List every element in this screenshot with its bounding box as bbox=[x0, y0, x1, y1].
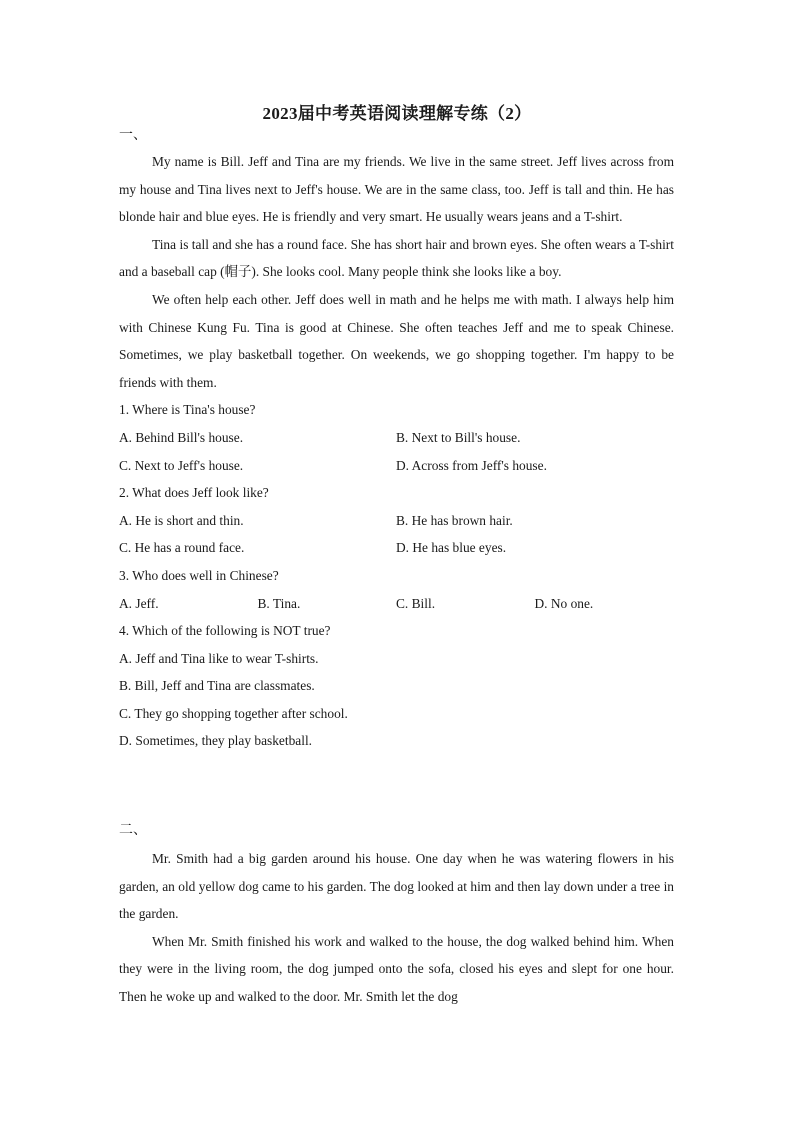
section-2-content bbox=[119, 845, 674, 1011]
question-3-option-a: A. Jeff. bbox=[119, 595, 159, 611]
question-4-option-d: D. Sometimes, they play basketball. bbox=[119, 733, 313, 749]
question-4: 4. Which of the following is NOT true? bbox=[119, 623, 331, 639]
question-3-options-row bbox=[119, 590, 674, 618]
question-3-option-d: D. No one. bbox=[534, 595, 594, 611]
question-2: 2. What does Jeff look like? bbox=[119, 485, 269, 501]
question-2-option-d: D. He has blue eyes. bbox=[396, 540, 507, 556]
question-4-option-c: C. They go shopping together after school. bbox=[119, 705, 348, 721]
question-1-option-a: A. Behind Bill's house. bbox=[119, 429, 244, 445]
section-1-label: 一、 bbox=[119, 128, 147, 143]
question-3: 3. Who does well in Chinese? bbox=[119, 567, 279, 583]
question-1-options-row-2 bbox=[119, 452, 674, 480]
question-1-option-b: B. Next to Bill's house. bbox=[396, 429, 521, 445]
passage-1-paragraph-2: Tina is tall and she has a round face. She has short hair and brown eyes. She often wears a T-shirt and a baseball cap (帽子). She looks cool. Many people think she looks like a boy. bbox=[119, 236, 674, 280]
section-1-content bbox=[119, 148, 674, 755]
question-2-option-a: A. He is short and thin. bbox=[119, 512, 244, 528]
question-1-option-c: C. Next to Jeff's house. bbox=[119, 457, 244, 473]
question-1-option-d: D. Across from Jeff's house. bbox=[396, 457, 547, 473]
question-3-option-b: B. Tina. bbox=[257, 595, 301, 611]
question-3-option-c: C. Bill. bbox=[396, 595, 436, 611]
question-1: 1. Where is Tina's house? bbox=[119, 402, 256, 418]
passage-2-paragraph-1: Mr. Smith had a big garden around his house. One day when he was watering flowers in his garden, an old yellow dog came to his garden. The dog looked at him and then lay down under a tree in the garden. bbox=[119, 851, 674, 922]
page-title: 2023届中考英语阅读理解专练（2） bbox=[262, 104, 532, 123]
question-2-options-row-1 bbox=[119, 507, 674, 535]
passage-1-paragraph-1: My name is Bill. Jeff and Tina are my friends. We live in the same street. Jeff lives across from my house and Tina lives next to Jeff's house. We are in the same class, too. Jeff is tall and thin. He has blonde hair and blue eyes. He is friendly and very smart. He usually wears jeans and a T-shirt. bbox=[119, 154, 674, 225]
question-1-options-row-1 bbox=[119, 424, 674, 452]
section-2-label: 二、 bbox=[119, 823, 147, 838]
question-2-options-row-2 bbox=[119, 534, 674, 562]
question-4-option-b: B. Bill, Jeff and Tina are classmates. bbox=[119, 678, 315, 694]
passage-2-paragraph-2: When Mr. Smith finished his work and walked to the house, the dog walked behind him. When they were in the living room, the dog jumped onto the sofa, closed his eyes and slept for one hour. Then he woke up and walked to the door. Mr. Smith let the dog bbox=[119, 933, 674, 1004]
passage-1-paragraph-3: We often help each other. Jeff does well in math and he helps me with math. I always help him with Chinese Kung Fu. Tina is good at Chinese. She often teaches Jeff and me to speak Chinese. Sometimes, we play basketball together. On weekends, we go shopping together. I'm happy to be friends with them. bbox=[119, 291, 674, 390]
question-4-option-a: A. Jeff and Tina like to wear T-shirts. bbox=[119, 650, 319, 666]
question-2-option-b: B. He has brown hair. bbox=[396, 512, 513, 528]
question-2-option-c: C. He has a round face. bbox=[119, 540, 245, 556]
